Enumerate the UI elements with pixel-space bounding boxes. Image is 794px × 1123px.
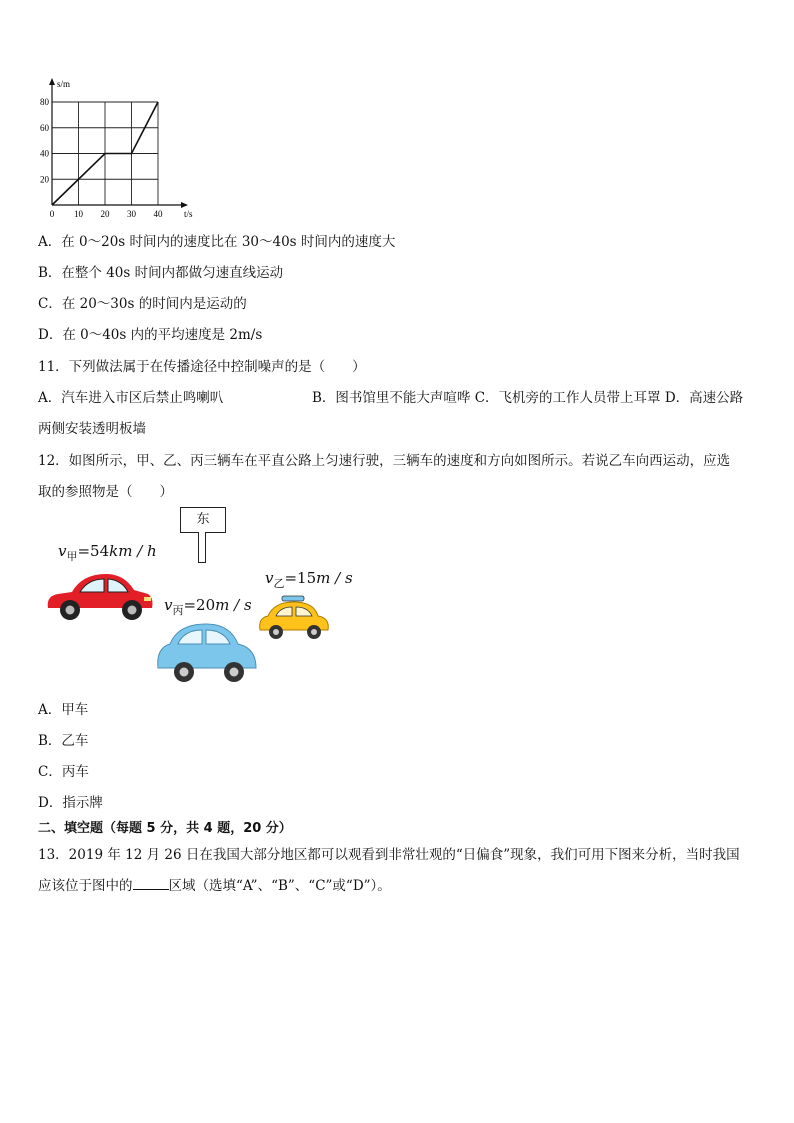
x-axis-label: t/s (184, 209, 193, 219)
q12-option-b: B．乙车 (38, 733, 89, 749)
velocity-value: =15 (284, 569, 317, 587)
velocity-unit: km / h (109, 542, 157, 560)
x-tick-label: 30 (127, 209, 136, 219)
velocity-subscript: 乙 (273, 577, 285, 590)
velocity-symbol: v (164, 596, 173, 614)
q13-text-after-blank: 区域（选填“A”、“B”、“C”或“D”）。 (168, 878, 391, 894)
y-tick-label: 40 (40, 148, 49, 159)
red-car-jia (44, 568, 156, 624)
velocity-value: =54 (77, 542, 110, 560)
x-tick-label: 20 (100, 209, 110, 219)
q13-line1: 13．2019 年 12 月 26 日在我国大部分地区都可以观看到非常壮观的“日偏食”现象，我们可用下图来分析，当时我国 (38, 847, 740, 863)
chart-tick-labels (40, 79, 193, 219)
x-tick-label: 10 (74, 209, 83, 219)
y-axis-arrow (49, 78, 55, 85)
q12-option-c: C．丙车 (38, 764, 89, 780)
q13-line2 (38, 874, 391, 894)
answer-blank[interactable] (133, 877, 169, 890)
velocity-yi-label (265, 569, 353, 590)
section-heading: 二、填空题（每题 5 分，共 4 题，20 分） (38, 821, 292, 836)
q11-options-bcd: B．图书馆里不能大声喧哗 C．飞机旁的工作人员带上耳罩 D．高速公路 (312, 390, 744, 406)
q12-stem-line2: 取的参照物是（ ） (38, 484, 173, 500)
east-sign: 东 (180, 507, 226, 533)
y-tick-label: 60 (40, 122, 49, 133)
velocity-bing-label (164, 596, 252, 617)
yellow-car-yi (256, 594, 332, 642)
velocity-unit: m / s (316, 569, 353, 587)
q11-stem: 11．下列做法属于在传播途径中控制噪声的是（ ） (38, 359, 366, 375)
sign-pole (198, 532, 206, 563)
q10-option-a: A．在 0～20s 时间内的速度比在 30～40s 时间内的速度大 (38, 234, 396, 250)
q13-text-before-blank: 应该位于图中的 (38, 878, 133, 894)
q11-options-continued: 两侧安装透明板墙 (38, 421, 146, 437)
y-axis-label: s/m (57, 79, 71, 89)
velocity-symbol: v (58, 542, 67, 560)
q11-option-a: A．汽车进入市区后禁止鸣喇叭 (38, 390, 224, 406)
y-tick-label: 80 (40, 97, 49, 107)
q12-option-d: D．指示牌 (38, 795, 103, 811)
q10-option-c: C．在 20～30s 的时间内是运动的 (38, 296, 247, 312)
q12-option-a: A．甲车 (38, 702, 89, 718)
s-t-graph (30, 75, 210, 220)
velocity-symbol: v (265, 569, 274, 587)
q12-stem-line1: 12．如图所示，甲、乙、丙三辆车在平直公路上匀速行驶，三辆车的速度和方向如图所示。若说乙车向西运动，应选 (38, 453, 731, 469)
blue-car-bing (154, 618, 260, 686)
x-tick-label: 0 (49, 209, 55, 219)
y-tick-label: 20 (40, 174, 49, 185)
velocity-unit: m / s (215, 596, 252, 614)
q10-option-d: D．在 0～40s 内的平均速度是 2m/s (38, 327, 263, 343)
x-axis-arrow (181, 202, 188, 208)
velocity-subscript: 丙 (172, 604, 184, 617)
velocity-value: =20 (183, 596, 216, 614)
velocity-subscript: 甲 (66, 550, 78, 563)
x-tick-label: 40 (153, 209, 163, 219)
velocity-jia-label (58, 542, 157, 563)
q10-option-b: B．在整个 40s 时间内都做匀速直线运动 (38, 265, 284, 281)
